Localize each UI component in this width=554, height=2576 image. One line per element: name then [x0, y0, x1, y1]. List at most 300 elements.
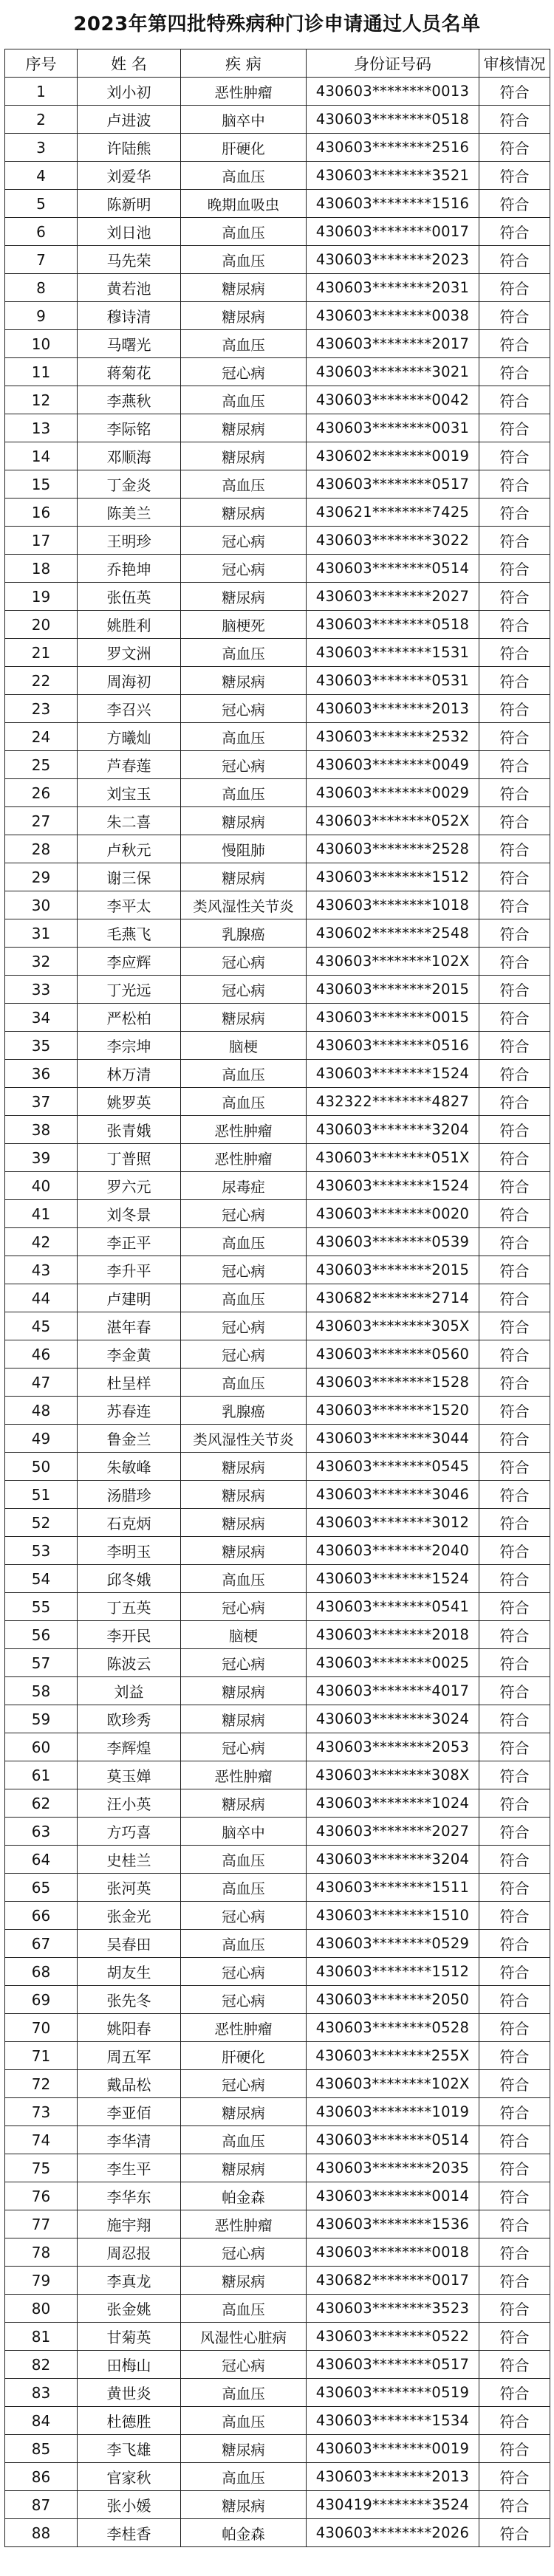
cell-index: 84: [5, 2407, 78, 2435]
cell-review-status: 符合: [479, 1172, 550, 1200]
cell-id-number: 430603********1524: [307, 1060, 479, 1088]
cell-review-status: 符合: [479, 751, 550, 779]
cell-disease: 糖尿病: [181, 1004, 307, 1032]
cell-index: 28: [5, 835, 78, 863]
cell-name: 方巧喜: [78, 1818, 181, 1846]
cell-disease: 高血压: [181, 2463, 307, 2491]
cell-disease: 高血压: [181, 2295, 307, 2323]
cell-disease: 高血压: [181, 1846, 307, 1874]
table-row: [5, 919, 550, 948]
cell-name: 李生平: [78, 2154, 181, 2182]
cell-name: 李应辉: [78, 948, 181, 976]
cell-id-number: 430603********0539: [307, 1228, 479, 1256]
cell-disease: 冠心病: [181, 976, 307, 1004]
cell-index: 62: [5, 1789, 78, 1818]
header-index: 序号: [5, 49, 78, 78]
cell-disease: 高血压: [181, 2379, 307, 2407]
table-row: [5, 134, 550, 162]
cell-review-status: 符合: [479, 1846, 550, 1874]
cell-name: 陈波云: [78, 1649, 181, 1677]
cell-review-status: 符合: [479, 1593, 550, 1621]
table-row: [5, 2042, 550, 2070]
cell-disease: 糖尿病: [181, 2154, 307, 2182]
cell-name: 邱冬娥: [78, 1565, 181, 1593]
cell-id-number: 430603********0518: [307, 611, 479, 639]
cell-index: 76: [5, 2182, 78, 2210]
cell-name: 李明玉: [78, 1537, 181, 1565]
cell-id-number: 430603********3044: [307, 1425, 479, 1453]
cell-id-number: 430603********0017: [307, 218, 479, 246]
cell-review-status: 符合: [479, 1761, 550, 1789]
cell-index: 46: [5, 1340, 78, 1368]
cell-disease: 冠心病: [181, 1312, 307, 1340]
cell-id-number: 430603********3521: [307, 162, 479, 190]
table-row: [5, 1172, 550, 1200]
cell-disease: 高血压: [181, 723, 307, 751]
cell-index: 51: [5, 1481, 78, 1509]
cell-name: 刘冬景: [78, 1200, 181, 1228]
cell-review-status: 符合: [479, 2098, 550, 2126]
cell-disease: 糖尿病: [181, 274, 307, 302]
cell-index: 32: [5, 948, 78, 976]
cell-name: 周海初: [78, 667, 181, 695]
cell-name: 欧珍秀: [78, 1705, 181, 1733]
cell-id-number: 430603********0038: [307, 302, 479, 330]
cell-name: 丁金炎: [78, 470, 181, 499]
cell-id-number: 430603********0014: [307, 2182, 479, 2210]
cell-review-status: 符合: [479, 1060, 550, 1088]
table-row: [5, 1958, 550, 1986]
cell-index: 24: [5, 723, 78, 751]
cell-review-status: 符合: [479, 2154, 550, 2182]
cell-id-number: 430621********7425: [307, 499, 479, 527]
cell-id-number: 430603********1524: [307, 1565, 479, 1593]
cell-index: 41: [5, 1200, 78, 1228]
cell-disease: 糖尿病: [181, 583, 307, 611]
cell-name: 黄若池: [78, 274, 181, 302]
cell-index: 65: [5, 1874, 78, 1902]
cell-review-status: 符合: [479, 723, 550, 751]
cell-index: 22: [5, 667, 78, 695]
cell-review-status: 符合: [479, 1649, 550, 1677]
cell-id-number: 430603********102X: [307, 2070, 479, 2098]
cell-index: 3: [5, 134, 78, 162]
cell-disease: 糖尿病: [181, 442, 307, 470]
cell-disease: 糖尿病: [181, 807, 307, 835]
cell-review-status: 符合: [479, 2126, 550, 2154]
cell-index: 86: [5, 2463, 78, 2491]
cell-review-status: 符合: [479, 1200, 550, 1228]
table-row: [5, 78, 550, 106]
table-row: [5, 1312, 550, 1340]
cell-id-number: 430603********2027: [307, 583, 479, 611]
cell-id-number: 430603********305X: [307, 1312, 479, 1340]
cell-name: 卢进波: [78, 106, 181, 134]
cell-name: 刘爱华: [78, 162, 181, 190]
cell-review-status: 符合: [479, 1088, 550, 1116]
cell-index: 4: [5, 162, 78, 190]
cell-review-status: 符合: [479, 1425, 550, 1453]
cell-index: 66: [5, 1902, 78, 1930]
cell-index: 73: [5, 2098, 78, 2126]
cell-index: 19: [5, 583, 78, 611]
header-review-status: 审核情况: [479, 49, 550, 78]
cell-review-status: 符合: [479, 2042, 550, 2070]
cell-disease: 乳腺癌: [181, 1397, 307, 1425]
cell-review-status: 符合: [479, 2407, 550, 2435]
cell-id-number: 430603********0019: [307, 2435, 479, 2463]
cell-review-status: 符合: [479, 2351, 550, 2379]
table-row: [5, 2014, 550, 2042]
cell-disease: 糖尿病: [181, 2435, 307, 2463]
cell-review-status: 符合: [479, 470, 550, 499]
cell-name: 张金姚: [78, 2295, 181, 2323]
cell-name: 刘宝玉: [78, 779, 181, 807]
cell-review-status: 符合: [479, 274, 550, 302]
cell-id-number: 430603********3046: [307, 1481, 479, 1509]
table-row: [5, 190, 550, 218]
cell-id-number: 430603********2015: [307, 1256, 479, 1284]
cell-name: 张金光: [78, 1902, 181, 1930]
cell-id-number: 430603********2528: [307, 835, 479, 863]
cell-index: 74: [5, 2126, 78, 2154]
cell-review-status: 符合: [479, 976, 550, 1004]
cell-review-status: 符合: [479, 1312, 550, 1340]
cell-index: 42: [5, 1228, 78, 1256]
table-row: [5, 2351, 550, 2379]
cell-index: 85: [5, 2435, 78, 2463]
cell-review-status: 符合: [479, 1509, 550, 1537]
cell-review-status: 符合: [479, 499, 550, 527]
cell-disease: 风湿性心脏病: [181, 2323, 307, 2351]
table-row: [5, 1621, 550, 1649]
cell-index: 25: [5, 751, 78, 779]
table-row: [5, 1284, 550, 1312]
cell-name: 鲁金兰: [78, 1425, 181, 1453]
cell-disease: 糖尿病: [181, 863, 307, 891]
cell-disease: 脑梗: [181, 1621, 307, 1649]
cell-id-number: 432322********4827: [307, 1088, 479, 1116]
table-row: [5, 330, 550, 358]
cell-disease: 肝硬化: [181, 134, 307, 162]
cell-index: 36: [5, 1060, 78, 1088]
cell-review-status: 符合: [479, 611, 550, 639]
cell-id-number: 430603********1528: [307, 1368, 479, 1397]
cell-disease: 糖尿病: [181, 667, 307, 695]
cell-review-status: 符合: [479, 1340, 550, 1368]
cell-index: 72: [5, 2070, 78, 2098]
cell-disease: 冠心病: [181, 2351, 307, 2379]
cell-review-status: 符合: [479, 358, 550, 386]
cell-review-status: 符合: [479, 386, 550, 414]
cell-name: 吴春田: [78, 1930, 181, 1958]
cell-review-status: 符合: [479, 2014, 550, 2042]
cell-name: 张伍英: [78, 583, 181, 611]
cell-review-status: 符合: [479, 1368, 550, 1397]
cell-index: 40: [5, 1172, 78, 1200]
table-row: [5, 583, 550, 611]
cell-review-status: 符合: [479, 1116, 550, 1144]
cell-index: 16: [5, 499, 78, 527]
cell-index: 83: [5, 2379, 78, 2407]
table-row: [5, 1565, 550, 1593]
cell-index: 2: [5, 106, 78, 134]
cell-id-number: 430603********1524: [307, 1172, 479, 1200]
table-row: [5, 976, 550, 1004]
cell-name: 陈美兰: [78, 499, 181, 527]
cell-name: 蒋菊花: [78, 358, 181, 386]
cell-name: 陈新明: [78, 190, 181, 218]
cell-id-number: 430419********3524: [307, 2491, 479, 2519]
cell-index: 61: [5, 1761, 78, 1789]
table-body: [5, 78, 550, 2547]
cell-review-status: 符合: [479, 106, 550, 134]
cell-index: 38: [5, 1116, 78, 1144]
cell-review-status: 符合: [479, 1228, 550, 1256]
cell-disease: 尿毒症: [181, 1172, 307, 1200]
cell-name: 刘益: [78, 1677, 181, 1705]
cell-name: 史桂兰: [78, 1846, 181, 1874]
table-row: [5, 1340, 550, 1368]
table-row: [5, 1818, 550, 1846]
cell-id-number: 430603********0522: [307, 2323, 479, 2351]
cell-index: 9: [5, 302, 78, 330]
cell-id-number: 430603********0029: [307, 779, 479, 807]
cell-review-status: 符合: [479, 527, 550, 555]
cell-name: 严松柏: [78, 1004, 181, 1032]
cell-review-status: 符合: [479, 555, 550, 583]
cell-id-number: 430602********2548: [307, 919, 479, 948]
cell-index: 52: [5, 1509, 78, 1537]
cell-review-status: 符合: [479, 1004, 550, 1032]
cell-id-number: 430603********3012: [307, 1509, 479, 1537]
cell-index: 11: [5, 358, 78, 386]
cell-disease: 帕金森: [181, 2182, 307, 2210]
table-row: [5, 667, 550, 695]
cell-index: 64: [5, 1846, 78, 1874]
cell-review-status: 符合: [479, 891, 550, 919]
cell-disease: 冠心病: [181, 1340, 307, 1368]
cell-index: 8: [5, 274, 78, 302]
cell-name: 马曙光: [78, 330, 181, 358]
cell-review-status: 符合: [479, 1677, 550, 1705]
document-title: 2023年第四批特殊病种门诊申请通过人员名单: [73, 13, 481, 35]
cell-index: 29: [5, 863, 78, 891]
cell-id-number: 430603********3523: [307, 2295, 479, 2323]
cell-name: 卢秋元: [78, 835, 181, 863]
cell-id-number: 430603********1024: [307, 1789, 479, 1818]
cell-disease: 高血压: [181, 162, 307, 190]
cell-name: 罗六元: [78, 1172, 181, 1200]
cell-disease: 高血压: [181, 1284, 307, 1312]
cell-name: 姚罗英: [78, 1088, 181, 1116]
cell-index: 1: [5, 78, 78, 106]
cell-review-status: 符合: [479, 2070, 550, 2098]
table-row: [5, 2238, 550, 2267]
table-row: [5, 2323, 550, 2351]
cell-name: 方曦灿: [78, 723, 181, 751]
cell-review-status: 符合: [479, 302, 550, 330]
cell-id-number: 430603********1536: [307, 2210, 479, 2238]
cell-name: 丁光远: [78, 976, 181, 1004]
table-row: [5, 302, 550, 330]
cell-name: 李金黄: [78, 1340, 181, 1368]
cell-id-number: 430603********0560: [307, 1340, 479, 1368]
cell-id-number: 430603********0516: [307, 1032, 479, 1060]
cell-id-number: 430603********1512: [307, 863, 479, 891]
table-row: [5, 2098, 550, 2126]
table-row: [5, 1846, 550, 1874]
cell-index: 60: [5, 1733, 78, 1761]
cell-review-status: 符合: [479, 948, 550, 976]
cell-index: 12: [5, 386, 78, 414]
cell-name: 毛燕飞: [78, 919, 181, 948]
cell-index: 54: [5, 1565, 78, 1593]
cell-disease: 冠心病: [181, 1593, 307, 1621]
table-row: [5, 274, 550, 302]
cell-review-status: 符合: [479, 1930, 550, 1958]
cell-id-number: 430603********0015: [307, 1004, 479, 1032]
cell-review-status: 符合: [479, 134, 550, 162]
cell-id-number: 430603********0531: [307, 667, 479, 695]
cell-index: 82: [5, 2351, 78, 2379]
cell-index: 30: [5, 891, 78, 919]
cell-disease: 糖尿病: [181, 499, 307, 527]
table-row: [5, 835, 550, 863]
cell-name: 王明珍: [78, 527, 181, 555]
cell-disease: 冠心病: [181, 695, 307, 723]
cell-id-number: 430603********2040: [307, 1537, 479, 1565]
cell-id-number: 430603********2053: [307, 1733, 479, 1761]
approved-persons-table: [4, 49, 550, 2547]
cell-id-number: 430603********0020: [307, 1200, 479, 1228]
cell-index: 58: [5, 1677, 78, 1705]
cell-id-number: 430603********308X: [307, 1761, 479, 1789]
cell-review-status: 符合: [479, 1284, 550, 1312]
cell-disease: 冠心病: [181, 1986, 307, 2014]
cell-name: 周五军: [78, 2042, 181, 2070]
cell-index: 63: [5, 1818, 78, 1846]
cell-name: 罗文洲: [78, 639, 181, 667]
cell-index: 70: [5, 2014, 78, 2042]
cell-id-number: 430603********0013: [307, 78, 479, 106]
table-row: [5, 1368, 550, 1397]
cell-review-status: 符合: [479, 2519, 550, 2547]
cell-review-status: 符合: [479, 1902, 550, 1930]
table-row: [5, 807, 550, 835]
cell-disease: 冠心病: [181, 527, 307, 555]
cell-id-number: 430603********2013: [307, 695, 479, 723]
cell-disease: 恶性肿瘤: [181, 1144, 307, 1172]
table-header-row: [5, 49, 550, 78]
cell-name: 张青娥: [78, 1116, 181, 1144]
cell-index: 14: [5, 442, 78, 470]
cell-index: 35: [5, 1032, 78, 1060]
cell-disease: 高血压: [181, 246, 307, 274]
cell-disease: 脑卒中: [181, 106, 307, 134]
cell-disease: 糖尿病: [181, 1481, 307, 1509]
cell-index: 20: [5, 611, 78, 639]
cell-review-status: 符合: [479, 246, 550, 274]
cell-disease: 糖尿病: [181, 1705, 307, 1733]
cell-id-number: 430603********3204: [307, 1116, 479, 1144]
cell-disease: 高血压: [181, 639, 307, 667]
cell-id-number: 430603********1018: [307, 891, 479, 919]
cell-disease: 高血压: [181, 779, 307, 807]
cell-id-number: 430603********2023: [307, 246, 479, 274]
table-row: [5, 246, 550, 274]
cell-review-status: 符合: [479, 2491, 550, 2519]
cell-review-status: 符合: [479, 807, 550, 835]
cell-id-number: 430603********1531: [307, 639, 479, 667]
table-row: [5, 2463, 550, 2491]
table-row: [5, 2379, 550, 2407]
cell-disease: 慢阻肺: [181, 835, 307, 863]
cell-id-number: 430603********0031: [307, 414, 479, 442]
table-row: [5, 1930, 550, 1958]
cell-disease: 糖尿病: [181, 1789, 307, 1818]
cell-id-number: 430603********102X: [307, 948, 479, 976]
cell-name: 石克炳: [78, 1509, 181, 1537]
cell-id-number: 430602********0019: [307, 442, 479, 470]
cell-id-number: 430603********0517: [307, 470, 479, 499]
table-row: [5, 1088, 550, 1116]
cell-index: 27: [5, 807, 78, 835]
table-row: [5, 1060, 550, 1088]
header-id-number: 身份证号码: [307, 49, 479, 78]
cell-index: 71: [5, 2042, 78, 2070]
cell-review-status: 符合: [479, 1621, 550, 1649]
table-row: [5, 106, 550, 134]
cell-disease: 冠心病: [181, 1958, 307, 1986]
cell-review-status: 符合: [479, 2182, 550, 2210]
cell-name: 汪小英: [78, 1789, 181, 1818]
cell-review-status: 符合: [479, 2210, 550, 2238]
table-row: [5, 499, 550, 527]
cell-disease: 高血压: [181, 1874, 307, 1902]
cell-name: 刘小初: [78, 78, 181, 106]
cell-name: 卢建明: [78, 1284, 181, 1312]
table-row: [5, 2407, 550, 2435]
cell-name: 杜呈样: [78, 1368, 181, 1397]
cell-index: 47: [5, 1368, 78, 1397]
cell-review-status: 符合: [479, 1565, 550, 1593]
cell-id-number: 430603********0528: [307, 2014, 479, 2042]
table-row: [5, 1761, 550, 1789]
cell-name: 李华东: [78, 2182, 181, 2210]
cell-review-status: 符合: [479, 162, 550, 190]
cell-disease: 冠心病: [181, 555, 307, 583]
cell-index: 68: [5, 1958, 78, 1986]
cell-name: 林万清: [78, 1060, 181, 1088]
cell-id-number: 430603********2050: [307, 1986, 479, 2014]
cell-disease: 恶性肿瘤: [181, 78, 307, 106]
cell-name: 张先冬: [78, 1986, 181, 2014]
cell-index: 31: [5, 919, 78, 948]
table-row: [5, 1032, 550, 1060]
cell-index: 55: [5, 1593, 78, 1621]
cell-name: 田梅山: [78, 2351, 181, 2379]
cell-disease: 高血压: [181, 2126, 307, 2154]
cell-review-status: 符合: [479, 2463, 550, 2491]
cell-disease: 脑梗死: [181, 611, 307, 639]
cell-review-status: 符合: [479, 190, 550, 218]
cell-index: 7: [5, 246, 78, 274]
cell-id-number: 430603********1516: [307, 190, 479, 218]
table-row: [5, 2295, 550, 2323]
cell-index: 50: [5, 1453, 78, 1481]
cell-disease: 糖尿病: [181, 1509, 307, 1537]
